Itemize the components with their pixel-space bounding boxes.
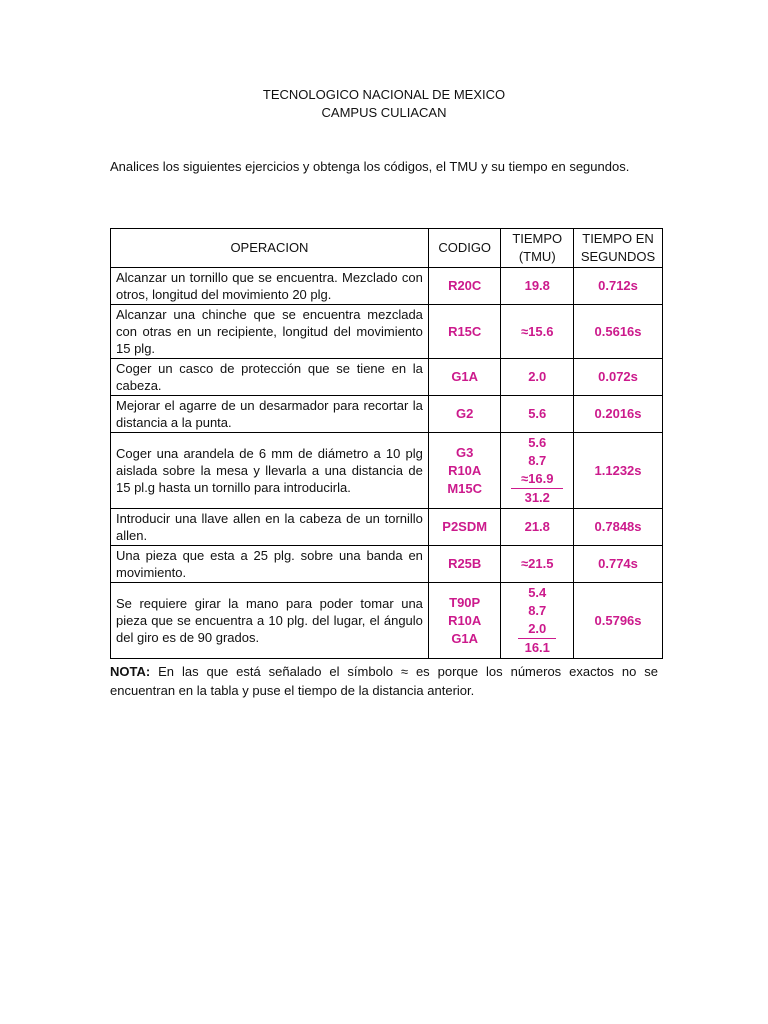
tmu-value: 8.7 (528, 603, 547, 618)
tmu-value: ≈15.6 (521, 323, 554, 339)
tmu-total: 16.1 (524, 640, 550, 655)
tmu-cell (501, 305, 574, 359)
code-cell (428, 433, 501, 509)
operation-cell: Coger un casco de protección que se tiene en la cabeza. (111, 359, 429, 396)
code-value: R25B (448, 556, 482, 571)
tmu-cell (501, 433, 574, 509)
code-cell (428, 583, 501, 659)
table-row (111, 546, 663, 583)
seconds-cell: 0.774s (574, 546, 663, 583)
tmu-line (506, 518, 568, 536)
header-codigo: CODIGO (428, 229, 501, 268)
tmu-value: 8.7 (528, 453, 547, 468)
seconds-cell: 1.1232s (574, 433, 663, 509)
table-row (111, 583, 663, 659)
tmu-line (506, 434, 568, 452)
tmu-line (506, 639, 568, 657)
tmu-line (506, 555, 568, 573)
operation-cell: Mejorar el agarre de un desarmador para recortar la distancia a la punta. (111, 396, 429, 433)
seconds-cell: 0.7848s (574, 509, 663, 546)
seconds-cell: 0.072s (574, 359, 663, 396)
document-header (0, 86, 768, 122)
tmu-line (506, 620, 568, 639)
operation-cell: Se requiere girar la mano para poder tomar una pieza que se encuentra a 10 plg. del lugar, el ángulo del giro es de 90 grados. (111, 583, 429, 659)
code-cell (428, 546, 501, 583)
code-value: R10A (448, 612, 482, 628)
tmu-line (506, 323, 568, 341)
tmu-cell (501, 268, 574, 305)
table-row (111, 433, 663, 509)
table-row (111, 268, 663, 305)
header-tiempo-segundos: TIEMPO EN SEGUNDOS (574, 229, 663, 268)
tmu-value: 5.4 (528, 585, 547, 600)
seconds-cell: 0.5796s (574, 583, 663, 659)
code-value: G1A (451, 630, 479, 646)
tmu-line (506, 470, 568, 489)
code-value: G3 (456, 444, 474, 460)
institution-name: TECNOLOGICO NACIONAL DE MEXICO (262, 87, 506, 102)
tmu-line (506, 452, 568, 470)
tmu-cell (501, 546, 574, 583)
seconds-cell: 0.712s (574, 268, 663, 305)
tmu-value: 2.0 (528, 369, 547, 384)
operation-cell: Alcanzar una chinche que se encuentra mezclada con otras en un recipiente, longitud del movimiento 15 plg. (111, 305, 429, 359)
seconds-cell: 0.5616s (574, 305, 663, 359)
code-value: P2SDM (442, 519, 488, 534)
header-tiempo-tmu: TIEMPO (TMU) (501, 229, 574, 268)
instructions-paragraph: Analices los siguientes ejercicios y obtenga los códigos, el TMU y su tiempo en segundos. (110, 159, 630, 174)
code-value: M15C (447, 480, 483, 496)
tmu-value: 5.6 (528, 406, 547, 421)
tmu-line (506, 368, 568, 386)
note-paragraph (110, 662, 658, 700)
operations-table (110, 228, 663, 659)
table-row (111, 396, 663, 433)
tmu-addend: 2.0 (518, 620, 556, 639)
code-cell (428, 396, 501, 433)
code-cell (428, 268, 501, 305)
tmu-value: 19.8 (524, 278, 550, 293)
table-header-row (111, 229, 663, 268)
code-cell (428, 359, 501, 396)
code-value: G2 (456, 406, 474, 421)
code-value: R10A (448, 462, 482, 478)
table-row (111, 305, 663, 359)
code-cell (428, 509, 501, 546)
tmu-total: 31.2 (524, 490, 550, 505)
tmu-line (506, 602, 568, 620)
tmu-line (506, 405, 568, 423)
code-value: R15C (448, 323, 482, 339)
operation-cell: Coger una arandela de 6 mm de diámetro a 10 plg aislada sobre la mesa y llevarla a una distancia de 15 pl.g hasta un tornillo para introducirla. (111, 433, 429, 509)
tmu-cell (501, 359, 574, 396)
tmu-line (506, 489, 568, 507)
tmu-line (506, 584, 568, 602)
operation-cell: Alcanzar un tornillo que se encuentra. Mezclado con otros, longitud del movimiento 20 plg. (111, 268, 429, 305)
tmu-value: ≈21.5 (521, 556, 554, 571)
operation-cell: Una pieza que esta a 25 plg. sobre una banda en movimiento. (111, 546, 429, 583)
code-value: G1A (451, 369, 479, 384)
code-value: T90P (449, 594, 481, 610)
table-row (111, 359, 663, 396)
operation-cell: Introducir una llave allen en la cabeza de un tornillo allen. (111, 509, 429, 546)
tmu-cell (501, 396, 574, 433)
code-value: R20C (448, 278, 482, 293)
seconds-cell: 0.2016s (574, 396, 663, 433)
tmu-cell (501, 509, 574, 546)
header-operacion: OPERACION (111, 229, 429, 268)
tmu-addend: ≈16.9 (511, 470, 563, 489)
table-row (111, 509, 663, 546)
code-cell (428, 305, 501, 359)
tmu-value: 5.6 (528, 435, 547, 450)
tmu-value: 21.8 (524, 519, 550, 534)
tmu-line (506, 277, 568, 295)
note-label: NOTA: (110, 664, 151, 679)
tmu-cell (501, 583, 574, 659)
note-text: En las que está señalado el símbolo ≈ es porque los números exactos no se encuentran en la tabla y puse el tiempo de la distancia anterior. (110, 664, 658, 698)
campus-name: CAMPUS CULIACAN (321, 105, 447, 120)
